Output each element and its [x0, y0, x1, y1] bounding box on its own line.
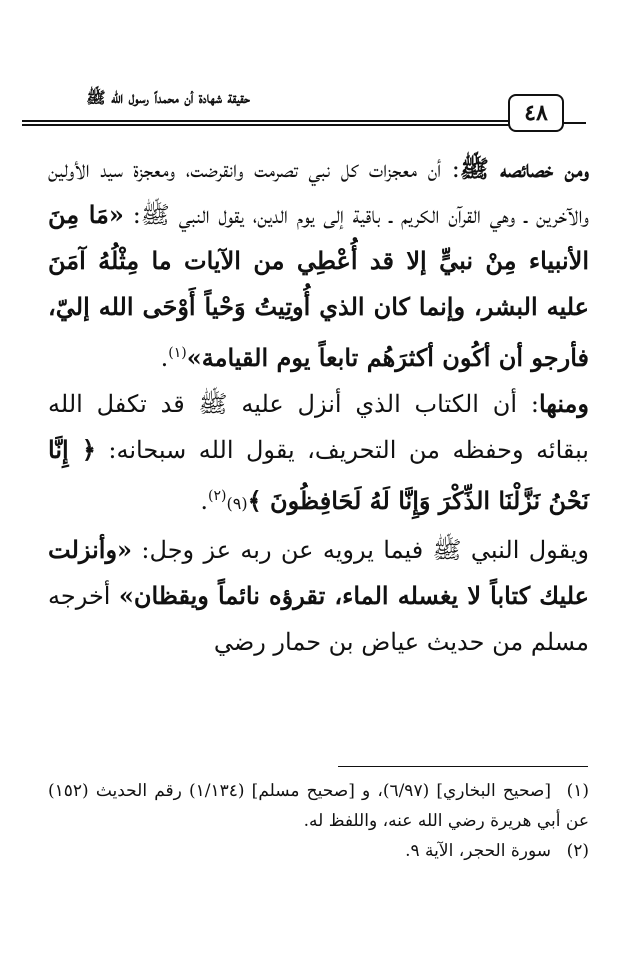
sentence-end: .: [200, 487, 209, 515]
sentence-end: .: [160, 344, 169, 372]
paragraph-text: أخرجه مسلم من حديث عياض بن حمار رضي: [48, 582, 589, 656]
footnote-number: (٢): [566, 841, 589, 861]
paragraph-preservation: [48, 381, 589, 527]
paragraph-miracle: [48, 146, 589, 381]
footnote-separator: [338, 766, 588, 767]
running-header-title: حقيقة شهادة أن محمداً رسول الله ﷺ: [86, 88, 250, 107]
footnote-ref-1: (١): [168, 345, 187, 361]
paragraph-hadith-qudsi: [48, 527, 589, 665]
paragraph-text: : أن الكتاب الذي أنزل عليه ﷺ قد تكفل الله ببقائه وحفظه من التحريف، يقول الله سبحانه:: [48, 390, 589, 464]
footnote-text: سورة الحجر، الآية ٩.: [405, 841, 551, 861]
hadith-quote: «مَا مِنَ الأنبياء مِنْ نبيٍّ إلا قد أُعْطِي من الآيات ما مِثْلُهُ آمَنَ عليه البشر، وإنما كان الذي أُوتِيتُ وَحْياً أَوْحَى الله إليّ، فأرجو أن أكُون أكثرَهُم تابعاً يوم القيامة»: [48, 200, 589, 372]
paragraph-lead: ومنها: [538, 389, 589, 418]
footnote-number: (١): [566, 781, 589, 801]
footnote-ref-2: (٢): [208, 488, 227, 504]
paragraph-text: ويقول النبي ﷺ فيما يرويه عن ربه عز وجل:: [132, 536, 589, 564]
paragraph-text: : أن معجزات كل نبي تصرمت وانقرضت، ومعجزة سيد الأولين والآخرين ـ وهي القرآن الكريم ـ باقية إلى يوم الدين، يقول النبي ﷺ:: [48, 155, 590, 229]
paragraph-lead: ومن خصائصه ﷺ: [459, 154, 589, 183]
verse-number: (٩): [226, 494, 248, 513]
page-number: ٤٨: [508, 94, 564, 132]
footnote-1: [48, 776, 589, 836]
quran-verse: ﴿ إِنَّا نَحْنُ نَزَّلْنَا الذِّكْرَ وَإِنَّا لَهُ لَحَافِظُونَ ﴾: [48, 435, 589, 515]
header-rule: [22, 120, 520, 122]
header-rule-double: [22, 124, 520, 126]
footnotes: [48, 776, 589, 866]
footnote-2: [48, 836, 589, 866]
footnote-text: [صحيح البخاري] (٦/٩٧)، و [صحيح مسلم] (١/١٣٤) رقم الحديث (١٥٢) عن أبي هريرة رضي الله عنه، واللفظ له.: [48, 781, 589, 831]
hadith-quote: «وأنزلت عليك كتاباً لا يغسله الماء، تقرؤه نائماً ويقظان»: [48, 535, 589, 610]
main-text: [48, 146, 589, 665]
